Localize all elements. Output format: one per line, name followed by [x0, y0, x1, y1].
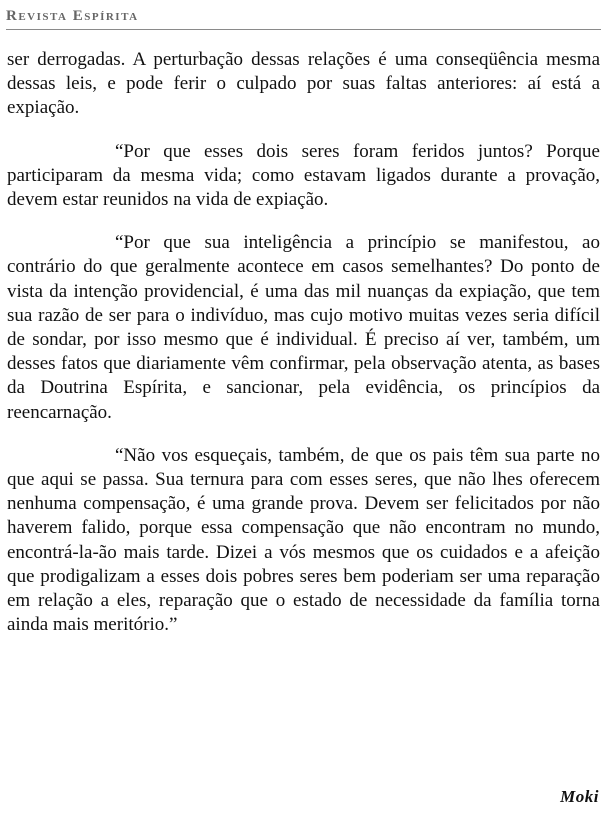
paragraph-quote-1: “Por que esses dois seres foram feridos juntos? Porque participaram da mesma vida; como estavam ligados durante a provação, devem estar reunidos na vida de expiação.: [7, 140, 600, 211]
paragraph-continuation: ser derrogadas. A perturbação dessas relações é uma conseqüência mesma dessas leis, e pode ferir o culpado por suas faltas anteriores: aí está a expiação.: [7, 49, 600, 119]
header-divider: [6, 29, 601, 30]
body-text: [7, 48, 600, 656]
author-signature: Moki: [560, 787, 599, 806]
paragraph-quote-3: “Não vos esqueçais, também, de que os pais têm sua parte no que aqui se passa. Sua ternura para com esses seres, que não lhes oferecem nenhuma compensação, é uma grande prova. Devem ser felicitados por não haverem falido, porque essa compensação que não encontram no mundo, encontrá-la-ão mais tarde. Dizei a vós mesmos que os cuidados e a afeição que prodigalizam a esses dois pobres seres bem poderiam ser uma reparação em relação a eles, reparação que o estado de necessidade da família torna ainda mais meritório.”: [7, 444, 600, 636]
paragraph-quote-2: “Por que sua inteligência a princípio se manifestou, ao contrário do que geralmente acontece em casos semelhantes? Do ponto de vista da intenção providencial, é uma das mil nuanças da expiação, que tem sua razão de ser para o indivíduo, mas cujo motivo muitas vezes seria difícil de sondar, por isso mesmo que é individual. É preciso aí ver, também, um desses fatos que diariamente vêm confirmar, pela observação atenta, as bases da Doutrina Espírita, e sancionar, pela evidência, os princípios da reencarnação.: [7, 232, 600, 423]
running-header: Revista Espírita: [6, 8, 139, 24]
